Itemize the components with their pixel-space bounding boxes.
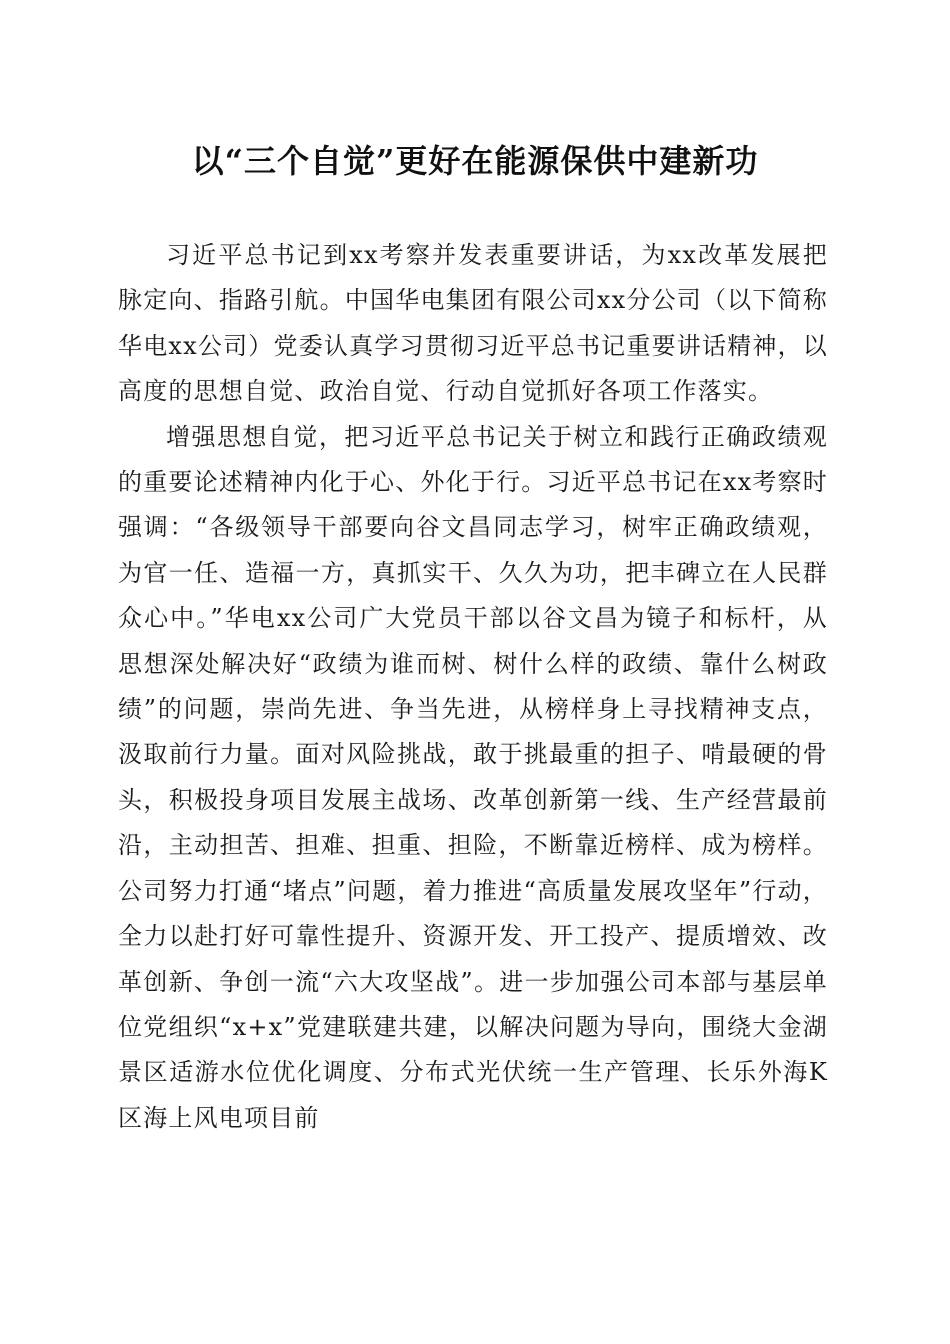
document-body — [118, 233, 828, 1141]
paragraph-intro: 习近平总书记到xx考察并发表重要讲话，为xx改革发展把脉定向、指路引航。中国华电集团有限公司xx分公司（以下简称华电xx公司）党委认真学习贯彻习近平总书记重要讲话精神，以高度的思想自觉、政治自觉、行动自觉抓好各项工作落实。 — [118, 241, 828, 406]
paragraph-ideological-awareness: 增强思想自觉，把习近平总书记关于树立和践行正确政绩观的重要论述精神内化于心、外化于行。习近平总书记在xx考察时强调：“各级领导干部要向谷文昌同志学习，树牢正确政绩观，为官一任、造福一方，真抓实干、久久为功，把丰碑立在人民群众心中。”华电xx公司广大党员干部以谷文昌为镜子和标杆，从思想深处解决好“政绩为谁而树、树什么样的政绩、靠什么树政绩”的问题，崇尚先进、争当先进，从榜样身上寻找精神支点，汲取前行力量。面对风险挑战，敢于挑最重的担子、啃最硬的骨头，积极投身项目发展主战场、改革创新第一线、生产经营最前沿，主动担苦、担难、担重、担险，不断靠近榜样、成为榜样。公司努力打通“堵点”问题，着力推进“高质量发展攻坚年”行动，全力以赴打好可靠性提升、资源开发、开工投产、提质增效、改革创新、争创一流“六大攻坚战”。进一步加强公司本部与基层单位党组织“x+x”党建联建共建，以解决问题为导向，围绕大金湖景区适游水位优化调度、分布式光伏统一生产管理、长乐外海K区海上风电项目前 — [118, 422, 828, 1132]
document-title: 以“三个自觉”更好在能源保供中建新功 — [191, 142, 759, 180]
